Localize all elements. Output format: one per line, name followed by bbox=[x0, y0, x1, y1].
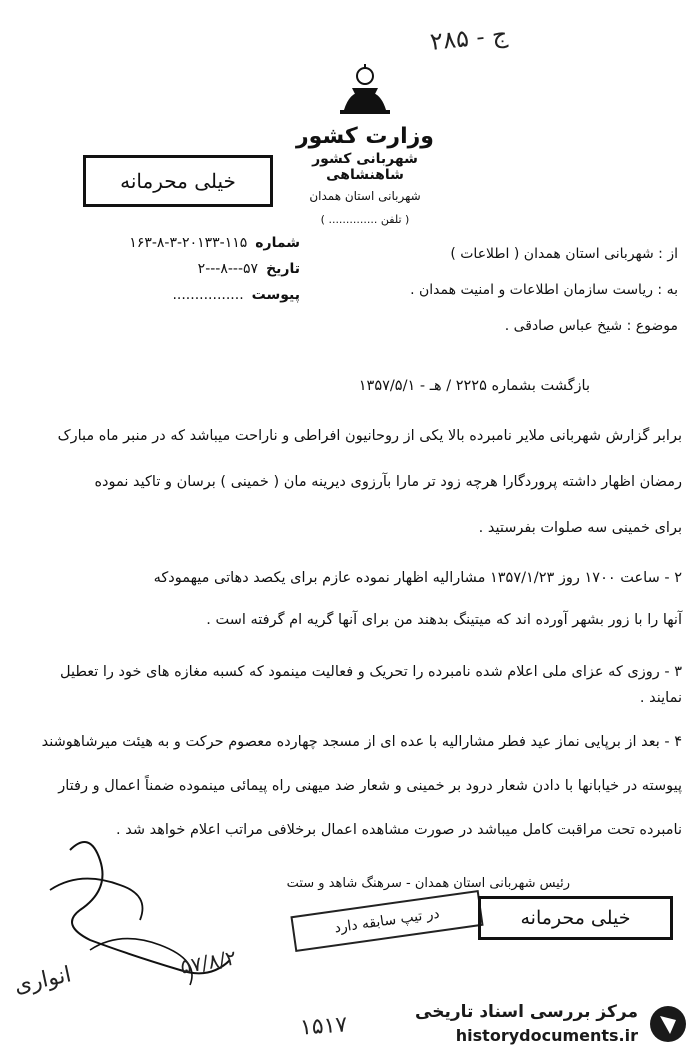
date-value: ۵۷---۸---۲ bbox=[197, 261, 259, 277]
paragraph-3-line-2: نمایند . bbox=[639, 690, 682, 706]
ministry-title: وزارت کشور bbox=[296, 124, 434, 149]
number-row bbox=[30, 230, 300, 256]
to-line: به : ریاست سازمان اطلاعات و امنیت همدان . bbox=[410, 282, 678, 298]
office-title: شهربانی کشور شاهنشاهی bbox=[312, 151, 418, 183]
paragraph-2-line-2: آنها را با زور بشهر آورده اند که میتینگ بدهند من برای آنها گریه ام گرفته است . bbox=[206, 612, 682, 628]
address-block bbox=[298, 236, 678, 344]
paragraph-2-line-1: ۲ - ساعت ۱۷۰۰ روز ۱۳۵۷/۱/۲۳ مشارالیه اظهار نموده عازم برای یکصد دهاتی میهمودکه bbox=[153, 570, 682, 586]
signature-line: رئیس شهربانی استان همدان - سرهنگ شاهد و ستت bbox=[286, 876, 570, 891]
from-line: از : شهربانی استان همدان ( اطلاعات ) bbox=[450, 246, 678, 262]
date-row bbox=[30, 256, 300, 282]
number-value: ۱۶۳-۸-۳-۲۰۱۳۳-۱۱۵ bbox=[129, 235, 248, 251]
watermark-url: historydocuments.ir bbox=[455, 1026, 638, 1045]
watermark-org: مرکز بررسی اسناد تاریخی bbox=[415, 1002, 638, 1022]
paragraph-1-line-1: برابر گزارش شهربانی ملایر نامبرده بالا یکی از روحانیون افراطی و ناراحت میباشد که در منبر ماه مبارک bbox=[57, 428, 682, 444]
paragraph-4-line-2: پیوسته در خیابانها با دادن شعار درود بر خمینی و شعار ضد میهنی راه پیمائی مینموده ضمناً اعمال و رفتار bbox=[58, 778, 682, 794]
subject-line: موضوع : شیخ عباس صادقی . bbox=[504, 318, 678, 334]
handwritten-top-note: ج - ۲۸۵ bbox=[428, 20, 509, 56]
province-office: شهربانی استان همدان bbox=[309, 189, 421, 203]
lion-and-sun-emblem-icon bbox=[330, 62, 400, 118]
paragraph-4-line-1: ۴ - بعد از برپایی نماز عید فطر مشارالیه با عده ای از مسجد چهارده معصوم حرکت و به هیئت میرشاهوشند bbox=[41, 734, 682, 750]
classification-stamp-top: خیلی محرمانه bbox=[83, 155, 273, 207]
document-meta bbox=[30, 230, 300, 308]
handwritten-date: ۵۷/۸/۲ bbox=[178, 945, 239, 979]
paragraph-4-line-3: نامبرده تحت مراقبت کامل میباشد در صورت مشاهده اعمال برخلافی مراتب اعلام خواهد شد . bbox=[116, 822, 682, 838]
handwritten-number: ۱۵۱۷ bbox=[299, 1012, 349, 1041]
archive-logo-icon bbox=[648, 1004, 688, 1044]
phone-label: ( تلفن .............. ) bbox=[320, 213, 410, 226]
attachment-label: پیوست bbox=[251, 287, 300, 303]
letterhead bbox=[290, 62, 440, 226]
date-label: تاریخ bbox=[266, 261, 300, 277]
handwritten-name: انواری bbox=[12, 962, 74, 999]
attachment-row bbox=[30, 282, 300, 308]
reference-line: بازگشت بشماره ۲۲۲۵ / هـ - ۱۳۵۷/۵/۱ bbox=[358, 378, 590, 394]
archive-stamp: در تیپ سابقه دارد bbox=[290, 890, 483, 952]
paragraph-1-line-3: برای خمینی سه صلوات بفرستید . bbox=[478, 520, 682, 536]
watermark bbox=[392, 998, 692, 1052]
number-label: شماره bbox=[255, 235, 300, 251]
paragraph-3-line-1: ۳ - روزی که عزای ملی اعلام شده نامبرده را تحریک و فعالیت مینمود که کسبه مغازه های خود را تعطیل bbox=[60, 664, 682, 680]
paragraph-1-line-2: رمضان اظهار داشته پروردگارا هرچه زود تر مارا بآرزوی دیرینه مان ( خمینی ) برسان و تاکید نموده bbox=[94, 474, 682, 490]
classification-stamp-bottom: خیلی محرمانه bbox=[478, 896, 673, 940]
attachment-value: ................ bbox=[172, 287, 244, 303]
